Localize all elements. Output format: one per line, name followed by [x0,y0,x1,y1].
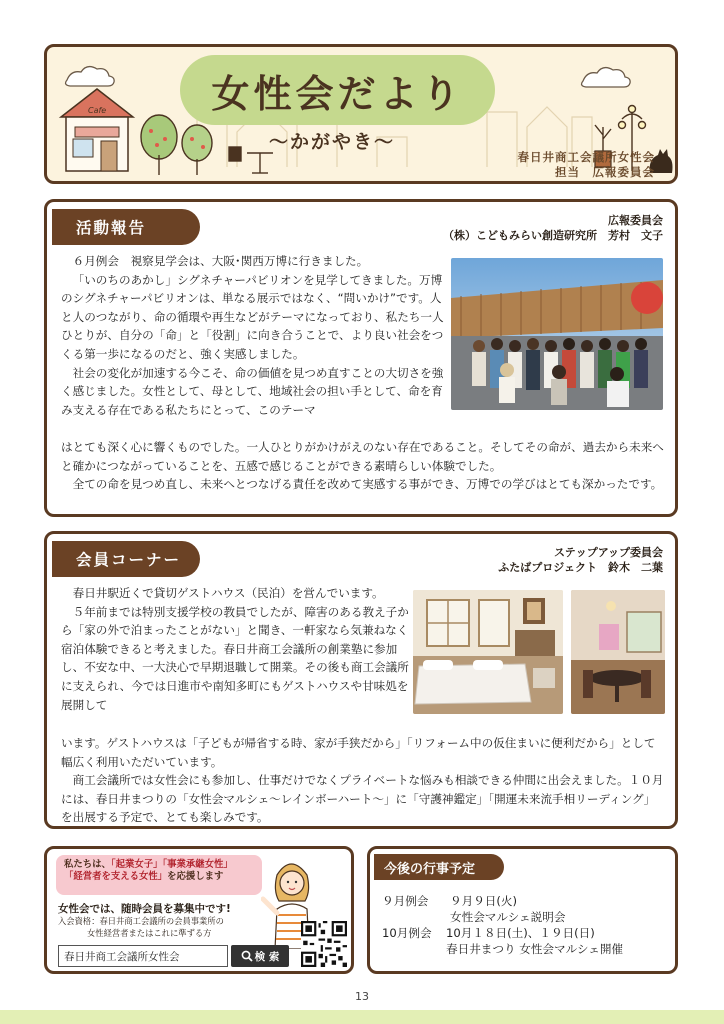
event-date: ９月９日(火) [450,894,518,908]
org-name: 春日井商工会議所女性会 [517,150,655,164]
event-label: ９月例会 [382,894,429,908]
paragraph: います。ゲストハウスは「子どもが帰省する時、家が手狭だから」「リフォーム中の仮住まいに便利だから」として幅広く利用いただいています。 [61,736,656,769]
search-button [231,945,289,967]
author-committee: 広報委員会 [608,214,663,227]
paragraph: 社会の変化が加速する今こそ、命の価値を見つめ直すことの大切さを強く感じました。女性として、母として、地域社会の担い手として、命を育み支える存在である私たちにとって、このテーマ [61,365,444,417]
member-corner-section [44,531,678,829]
membership-condition: 入会資格：春日井商工会議所の会員事業所の [58,916,224,926]
header-banner [44,44,678,184]
paragraph: ５年前までは特別支援学校の教員でしたが、障害のある教え子から「家の外で泊まったことがない」と聞き、一軒家なら気兼ねなく宿泊体験できると考えました。春日井商工会議所の創業塾に参加し、不安な中、一大決心で早期退職して開業。その後も商工会議所に支えられ、今では日進市や南知多町にもゲストハウスや甘味処を展開して [61,604,409,712]
paragraph: ６月例会 視察見学会は、大阪･関西万博に行きました。 [72,254,369,268]
footer-band [0,1010,724,1024]
qr-code-icon [301,921,347,967]
org-committee: 担当 広報委員会 [555,165,655,179]
search-box: 春日井商工会議所女性会 [58,945,228,967]
page-number: 13 [355,990,369,1003]
event-date: 10月１８日(土)、１９日(日) [446,926,595,940]
section-tab-activity: 活動報告 [52,209,200,245]
section-tab-members: 会員コーナー [52,541,200,577]
event-detail: 春日井まつり 女性会マルシェ開催 [446,942,624,956]
paragraph: はとても深く心に響くものでした。一人ひとりがかけがえのない存在であること。そしてその命が、過去から未来へと確かにつながっていることを、五感で感じることができる素晴らしい体験でした。 [61,440,664,473]
upcoming-events-box [367,846,678,974]
recruit-heading: 女性会では、随時会員を募集中です! [58,903,231,915]
support-banner [56,855,262,895]
activity-text-lower [61,438,665,494]
activity-text-upper [61,252,445,419]
banner-highlight: 「起業女子」「事業承継女性」 [110,859,233,870]
guesthouse-dining-photo [571,590,665,714]
search-icon [241,950,253,962]
author-name: （株）こどもみらい創造研究所 芳村 文子 [443,229,663,242]
activity-report-section [44,199,678,517]
title-pill [180,55,495,125]
recruitment-box [44,846,354,974]
paragraph: 「いのちのあかし」シグネチャーパビリオンを見学してきました。万博のシグネチャーパビリオンは、単なる展示ではなく、“問いかけ”です。人と人のつながり、命の循環や再生などがテーマになっており、私たち一人ひとりが、自分の「命」と「役割」に向き合うことで、より良い社会をつくる第一歩になるのだと、強く実感しました。 [61,272,444,361]
events-tab: 今後の行事予定 [374,854,504,880]
banner-highlight: 「経営者を支える女性」 [64,871,168,882]
banner-text: 私たちは、 [64,859,111,870]
member-text-upper [61,584,409,714]
paragraph: 全ての命を見つめ直し、未来へとつなげる責任を改めて実感する事ができ、万博での学びはとても深かったです。 [72,477,663,492]
cafe-house-icon [61,89,133,171]
member-text-lower [61,734,665,827]
page-title: 女性会だより [211,71,464,116]
shop-sign: Cafe [88,106,107,115]
search-button-label: 検 索 [254,950,280,963]
author-name: ふたばプロジェクト 鈴木 二葉 [498,561,663,574]
paragraph: 春日井駅近くで貸切ゲストハウス（民泊）を営んでいます。 [72,586,384,600]
author-committee: ステップアップ委員会 [553,546,663,559]
tree-icon [141,115,212,175]
subtitle: ～かがやき～ [269,131,396,153]
membership-condition: 女性経営者またはこれに準ずる方 [87,928,212,938]
paragraph: 商工会議所では女性会にも参加し、仕事だけでなくプライベートな悩みも相談できる仲間に出会えました。１０月には、春日井まつりの「女性会マルシェ～レインボーハート～」に「守護神鑑定」「開運未来流手相リーディング」を出展する予定で、とても楽しみです。 [61,773,664,825]
cafe-table-icon [229,147,273,173]
event-detail: 女性会マルシェ説明会 [450,910,566,924]
banner-text: を応援します [167,871,224,882]
guesthouse-bedroom-photo [413,590,563,714]
event-label: 10月例会 [382,926,432,940]
expo-group-photo [451,258,663,410]
